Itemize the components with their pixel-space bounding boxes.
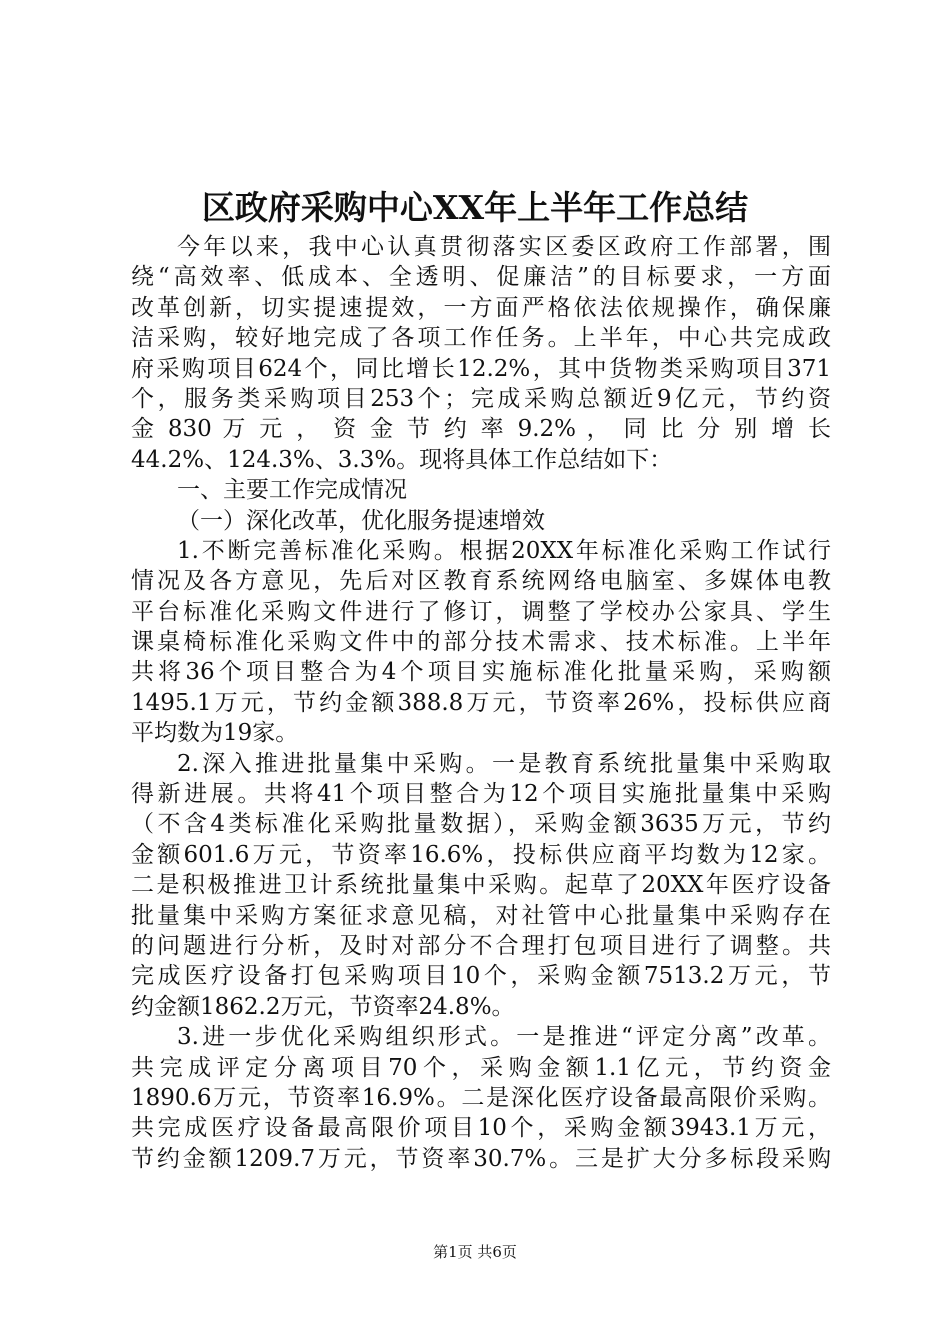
text-line: 二是积极推进卫计系统批量集中采购。起草了20XX年医疗设备 (131, 872, 831, 899)
text-line: 1890.6万元，节资率16.9%。二是深化医疗设备最高限价采购。 (131, 1084, 831, 1111)
text-line: 的问题进行分析，及时对部分不合理打包项目进行了调整。共 (131, 932, 831, 959)
text-line: 44.2%、124.3%、3.3%。现将具体工作总结如下： (131, 446, 673, 473)
text-line: 绕“高效率、低成本、全透明、促廉洁”的目标要求，一方面 (131, 264, 831, 291)
text-line: 批量集中采购方案征求意见稿，对社管中心批量集中采购存在 (131, 902, 831, 929)
text-line: 改革创新，切实提速提效，一方面严格依法依规操作，确保廉 (131, 294, 831, 321)
text-line: 今年以来，我中心认真贯彻落实区委区政府工作部署，围 (177, 234, 831, 260)
text-line: 个，服务类采购项目253个；完成采购总额近9亿元，节约资 (131, 385, 831, 412)
text-line: 共将36个项目整合为4个项目实施标准化批量采购，采购额 (131, 659, 831, 686)
text-line: 约金额1862.2万元，节资率24.8%。 (131, 993, 515, 1020)
page-footer: 第1页 共6页 (433, 1243, 517, 1261)
text-line: 2.深入推进批量集中采购。一是教育系统批量集中采购取 (177, 750, 831, 777)
text-line: 金额601.6万元，节资率16.6%，投标供应商平均数为12家。 (131, 841, 831, 868)
text-line: 平均数为19家。 (131, 720, 299, 747)
section-heading: 一、主要工作完成情况 (177, 477, 407, 504)
text-line: 完成医疗设备打包采购项目10个，采购金额7513.2万元，节 (131, 963, 831, 990)
text-line: 共完成评定分离项目70个，采购金额1.1亿元，节约资金 (131, 1054, 831, 1081)
text-line: 3.进一步优化采购组织形式。一是推进“评定分离”改革。 (177, 1024, 831, 1051)
text-line: 府采购项目624个，同比增长12.2%，其中货物类采购项目371 (131, 355, 831, 382)
text-line: 平台标准化采购文件进行了修订，调整了学校办公家具、学生 (131, 598, 831, 625)
text-line: 情况及各方意见，先后对区教育系统网络电脑室、多媒体电教 (131, 568, 831, 595)
document-title: 区政府采购中心XX年上半年工作总结 (201, 188, 749, 227)
text-line: 洁采购，较好地完成了各项工作任务。上半年，中心共完成政 (131, 325, 831, 352)
text-line: 共完成医疗设备最高限价项目10个，采购金额3943.1万元， (131, 1115, 831, 1142)
text-line: 课桌椅标准化采购文件中的部分技术需求、技术标准。上半年 (131, 629, 831, 656)
text-line: 1495.1万元，节约金额388.8万元，节资率26%，投标供应商 (131, 689, 831, 716)
text-line: （不含4类标准化采购批量数据），采购金额3635万元，节约 (131, 811, 831, 838)
text-line: 1.不断完善标准化采购。根据20XX年标准化采购工作试行 (177, 537, 831, 564)
text-line: 得新进展。共将41个项目整合为12个项目实施批量集中采购 (131, 781, 831, 808)
text-line: 金 830 万 元 ， 资 金 节 约 率 9.2% ， 同 比 分 别 增 长 (131, 416, 831, 443)
document-body (131, 232, 831, 1174)
subsection-heading: （一）深化改革，优化服务提速增效 (177, 507, 545, 534)
text-line: 节约金额1209.7万元，节资率30.7%。三是扩大分多标段采购 (131, 1145, 831, 1172)
